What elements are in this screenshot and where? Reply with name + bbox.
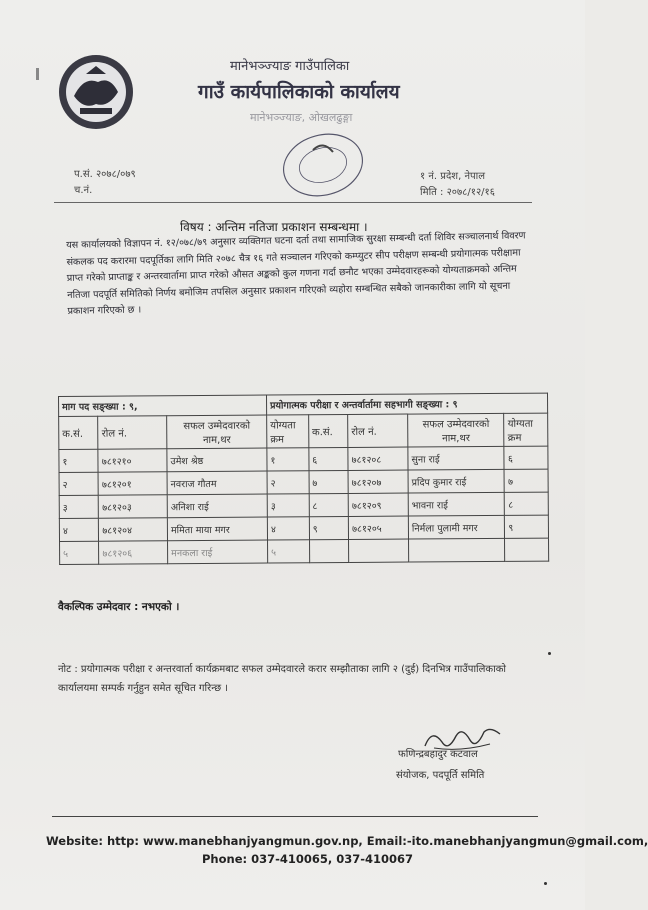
cell: ६ [504, 446, 548, 469]
cell: १ [267, 448, 309, 471]
cell [408, 538, 505, 562]
posts-count: माग पद सङ्ख्या : ९, [59, 395, 267, 416]
cell: ४ [267, 517, 309, 540]
cell: ७८१२०४ [99, 518, 168, 541]
cell: प्रदिप कुमार राई [408, 469, 505, 493]
office-name: गाउँ कार्यपालिकाको कार्यालय [198, 81, 400, 103]
cell: ३ [267, 494, 309, 517]
cell: ७८१२०६ [99, 541, 168, 564]
cell: ७८१२०१ [98, 472, 167, 495]
cell: ५ [268, 540, 310, 563]
cell: २ [267, 471, 309, 494]
cell: ४ [59, 518, 99, 541]
note-text: नोट : प्रयोगात्मक परीक्षा र अन्तरवार्ता कार्यक्रमबाट सफल उम्मेदवारले करार सम्झौताका लागि २ (दुई) दिनभित्र गाउँपालिकाको कार्यालयमा सम्पर्क गर्नुहुन समेत सूचित गरिन्छ । [58, 664, 506, 694]
cell: नवराज गौतम [167, 471, 267, 495]
cell: २ [59, 472, 99, 495]
table-header-row [59, 413, 548, 449]
col-serial: क.सं. [59, 416, 99, 449]
cell: ७८१२०५ [349, 516, 409, 539]
table-row [59, 469, 548, 495]
municipality-name: मानेभञ्ज्याङ गाउँपालिका [230, 59, 350, 74]
cell: ८ [505, 492, 549, 515]
cell: ७८१२१० [98, 449, 167, 472]
cell [309, 539, 349, 562]
cell: १ [59, 449, 99, 472]
cell: ७८१२०३ [99, 495, 168, 518]
letter-date: मिति : २०७८/१२/१६ [420, 187, 495, 198]
cell: ममिता माया मगर [167, 517, 267, 541]
col-name: सफल उम्मेदवारको नाम,थर [167, 415, 267, 449]
cell: भावना राई [408, 492, 505, 516]
cell: ७८१२०९ [348, 493, 408, 516]
cell: ३ [59, 495, 99, 518]
participants-count: प्रयोगात्मक परीक्षा र अन्तर्वार्तामा सहभागी सङ्ख्या : ९ [267, 393, 548, 415]
results-table-container [58, 393, 549, 565]
province-label: १ नं. प्रदेश, नेपाल [420, 171, 486, 182]
scan-artifact [544, 882, 547, 885]
letter-reference-number: प.सं. २०७८/०७९ [74, 169, 136, 180]
results-table [58, 393, 549, 565]
col-serial-2: क.सं. [308, 414, 348, 447]
cell: निर्मला पुलामी मगर [408, 515, 505, 539]
dispatch-number: च.नं. [74, 185, 93, 196]
cell: उमेश श्रेष्ठ [167, 448, 267, 472]
cell: ७ [505, 469, 549, 492]
col-rank: योग्यता क्रम [267, 415, 309, 448]
table-row [59, 446, 548, 472]
cell: मनकला राई [168, 540, 268, 564]
cell: ९ [505, 515, 549, 538]
nepal-emblem-logo [56, 52, 136, 132]
cell: ५ [60, 541, 100, 564]
cell: ७८१२०७ [348, 470, 408, 493]
col-rank-2: योग्यता क्रम [504, 413, 548, 446]
table-row [59, 515, 548, 541]
subject-line: विषय : अन्तिम नतिजा प्रकाशन सम्बन्धमा । [180, 220, 368, 234]
cell: ७८१२०८ [348, 447, 408, 470]
cell [505, 538, 549, 561]
footer-divider [52, 816, 538, 817]
office-stamp-seal [278, 130, 368, 200]
cell: अनिशा राई [167, 494, 267, 518]
header-divider [54, 202, 532, 203]
cell: ८ [309, 493, 349, 516]
cell: ९ [309, 516, 349, 539]
scan-artifact [36, 68, 39, 80]
cell: ७ [309, 470, 349, 493]
cell: ६ [309, 447, 349, 470]
scan-artifact [548, 652, 551, 655]
office-address: मानेभञ्ज्याङ, ओखलढुङ्गा [250, 111, 353, 124]
col-roll: रोल नं. [98, 416, 167, 449]
footer-contacts: Website: http: www.manebhanjyangmun.gov.np, Email:-ito.manebhanjyangmun@gmail.com, [46, 834, 648, 848]
col-name-2: सफल उम्मेदवारको नाम,थर [408, 413, 505, 447]
signatory-name: फणिन्द्रबहादुर कटवाल [398, 749, 478, 760]
footer-phone: Phone: 037-410065, 037-410067 [202, 852, 414, 866]
cell: सुना राई [408, 446, 505, 470]
table-row [59, 492, 548, 518]
col-roll-2: रोल नं. [348, 414, 408, 447]
cell [349, 539, 409, 562]
signatory-title: संयोजक, पदपूर्ति समिति [396, 770, 485, 781]
table-row [60, 538, 549, 564]
notice-body: यस कार्यालयको विज्ञापन नं. १२/०७८/७९ अनुसार व्यक्तिगत घटना दर्ता तथा सामाजिक सुरक्षा सम्बन्धी दर्ता शिविर सञ्चालनार्थ विवरण संकलक पद करारमा पदपूर्तिका लागि मिति २०७८ चैत्र १६ गते सञ्चालन गरिएको कम्प्युटर सीप परीक्षण सम्बन्धी प्रयोगात्मक परीक्षामा प्राप्त गरेको प्राप्ताङ्क र अन्तरवार्तामा प्राप्त गरेको औसत अङ्कको कुल गणना गर्दा छनौट भएका उम्मेदवारहरूको योग्यताक्रमको अन्तिम नतिजा पदपूर्ति समितिको निर्णय बमोजिम तपसिल अनुसार प्रकाशन गरिएको व्यहोरा सम्बन्धित सबैको जानकारीका लागि यो सूचना प्रकाशन गरिएको छ । [66, 230, 526, 317]
alternate-candidate-line: वैकल्पिक उम्मेदवार : नभएको । [58, 601, 180, 613]
